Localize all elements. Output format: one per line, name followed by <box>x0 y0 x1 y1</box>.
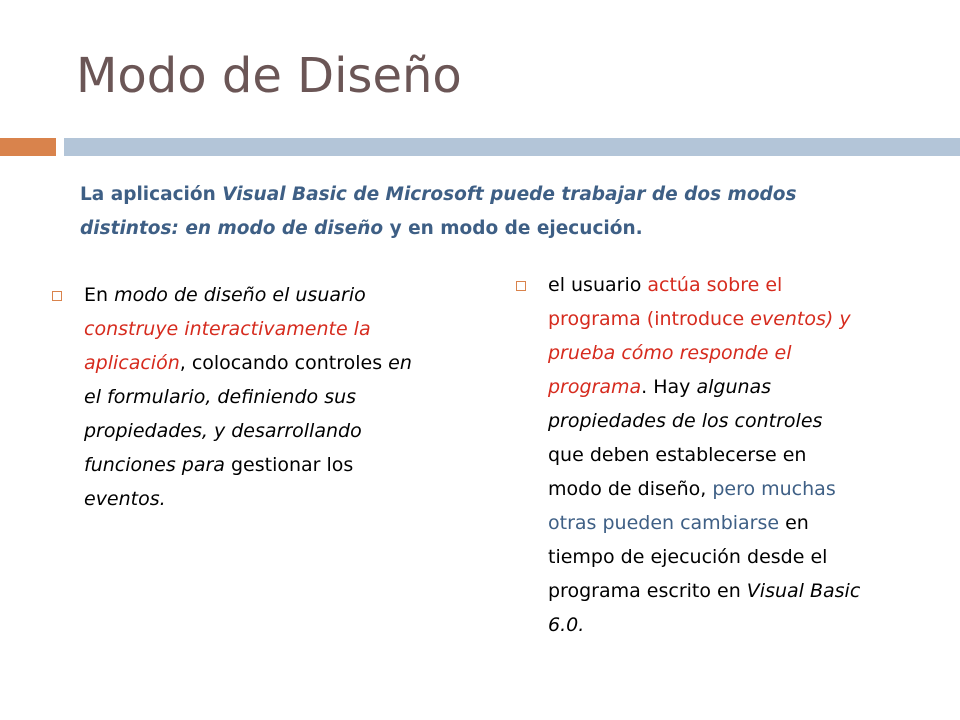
left-column <box>52 278 422 516</box>
intro-text <box>80 178 900 246</box>
text-run: en el formulario, definiendo sus propiedades, y desarrollando funciones para <box>84 352 412 476</box>
text-run: eventos. <box>84 488 166 510</box>
text-run: algunas propiedades de los controles <box>548 376 823 432</box>
right-column <box>516 268 861 642</box>
text-run: en tiempo de ejecución desde el programa escrito en <box>548 512 828 602</box>
slide-title: Modo de Diseño <box>76 48 462 104</box>
text-run: En <box>84 284 115 306</box>
text-run: que deben establecerse en modo de diseño, <box>548 444 807 500</box>
highlight-red: actúa sobre el programa (introduce <box>548 274 783 330</box>
highlight-blue: pero muchas otras pueden cambiarse <box>548 478 836 534</box>
bullet-text <box>548 268 861 642</box>
bullet-square-icon <box>52 291 62 301</box>
title-accent-bar <box>0 138 56 156</box>
bullet-run-mode <box>516 268 861 642</box>
bullet-square-icon <box>516 281 526 291</box>
bullet-design-mode <box>52 278 422 516</box>
bullet-text <box>84 278 422 516</box>
intro-part-2: Visual Basic de Microsoft puede trabajar de dos modos distintos: en modo de diseño <box>80 184 797 239</box>
text-run: Visual Basic 6.0. <box>548 580 861 636</box>
text-run: modo de diseño el usuario <box>114 284 366 306</box>
text-run: . Hay <box>641 376 697 398</box>
text-run: , colocando controles <box>179 352 389 374</box>
intro-part-1: La aplicación <box>80 184 223 205</box>
text-run: el usuario <box>548 274 648 296</box>
highlight-red: construye interactivamente la aplicación <box>84 318 371 374</box>
intro-part-3: y en modo de ejecución. <box>383 218 643 239</box>
highlight-red: eventos) y prueba cómo responde el programa <box>548 308 851 398</box>
title-underline-bar <box>64 138 960 156</box>
text-run: gestionar los <box>224 454 354 476</box>
